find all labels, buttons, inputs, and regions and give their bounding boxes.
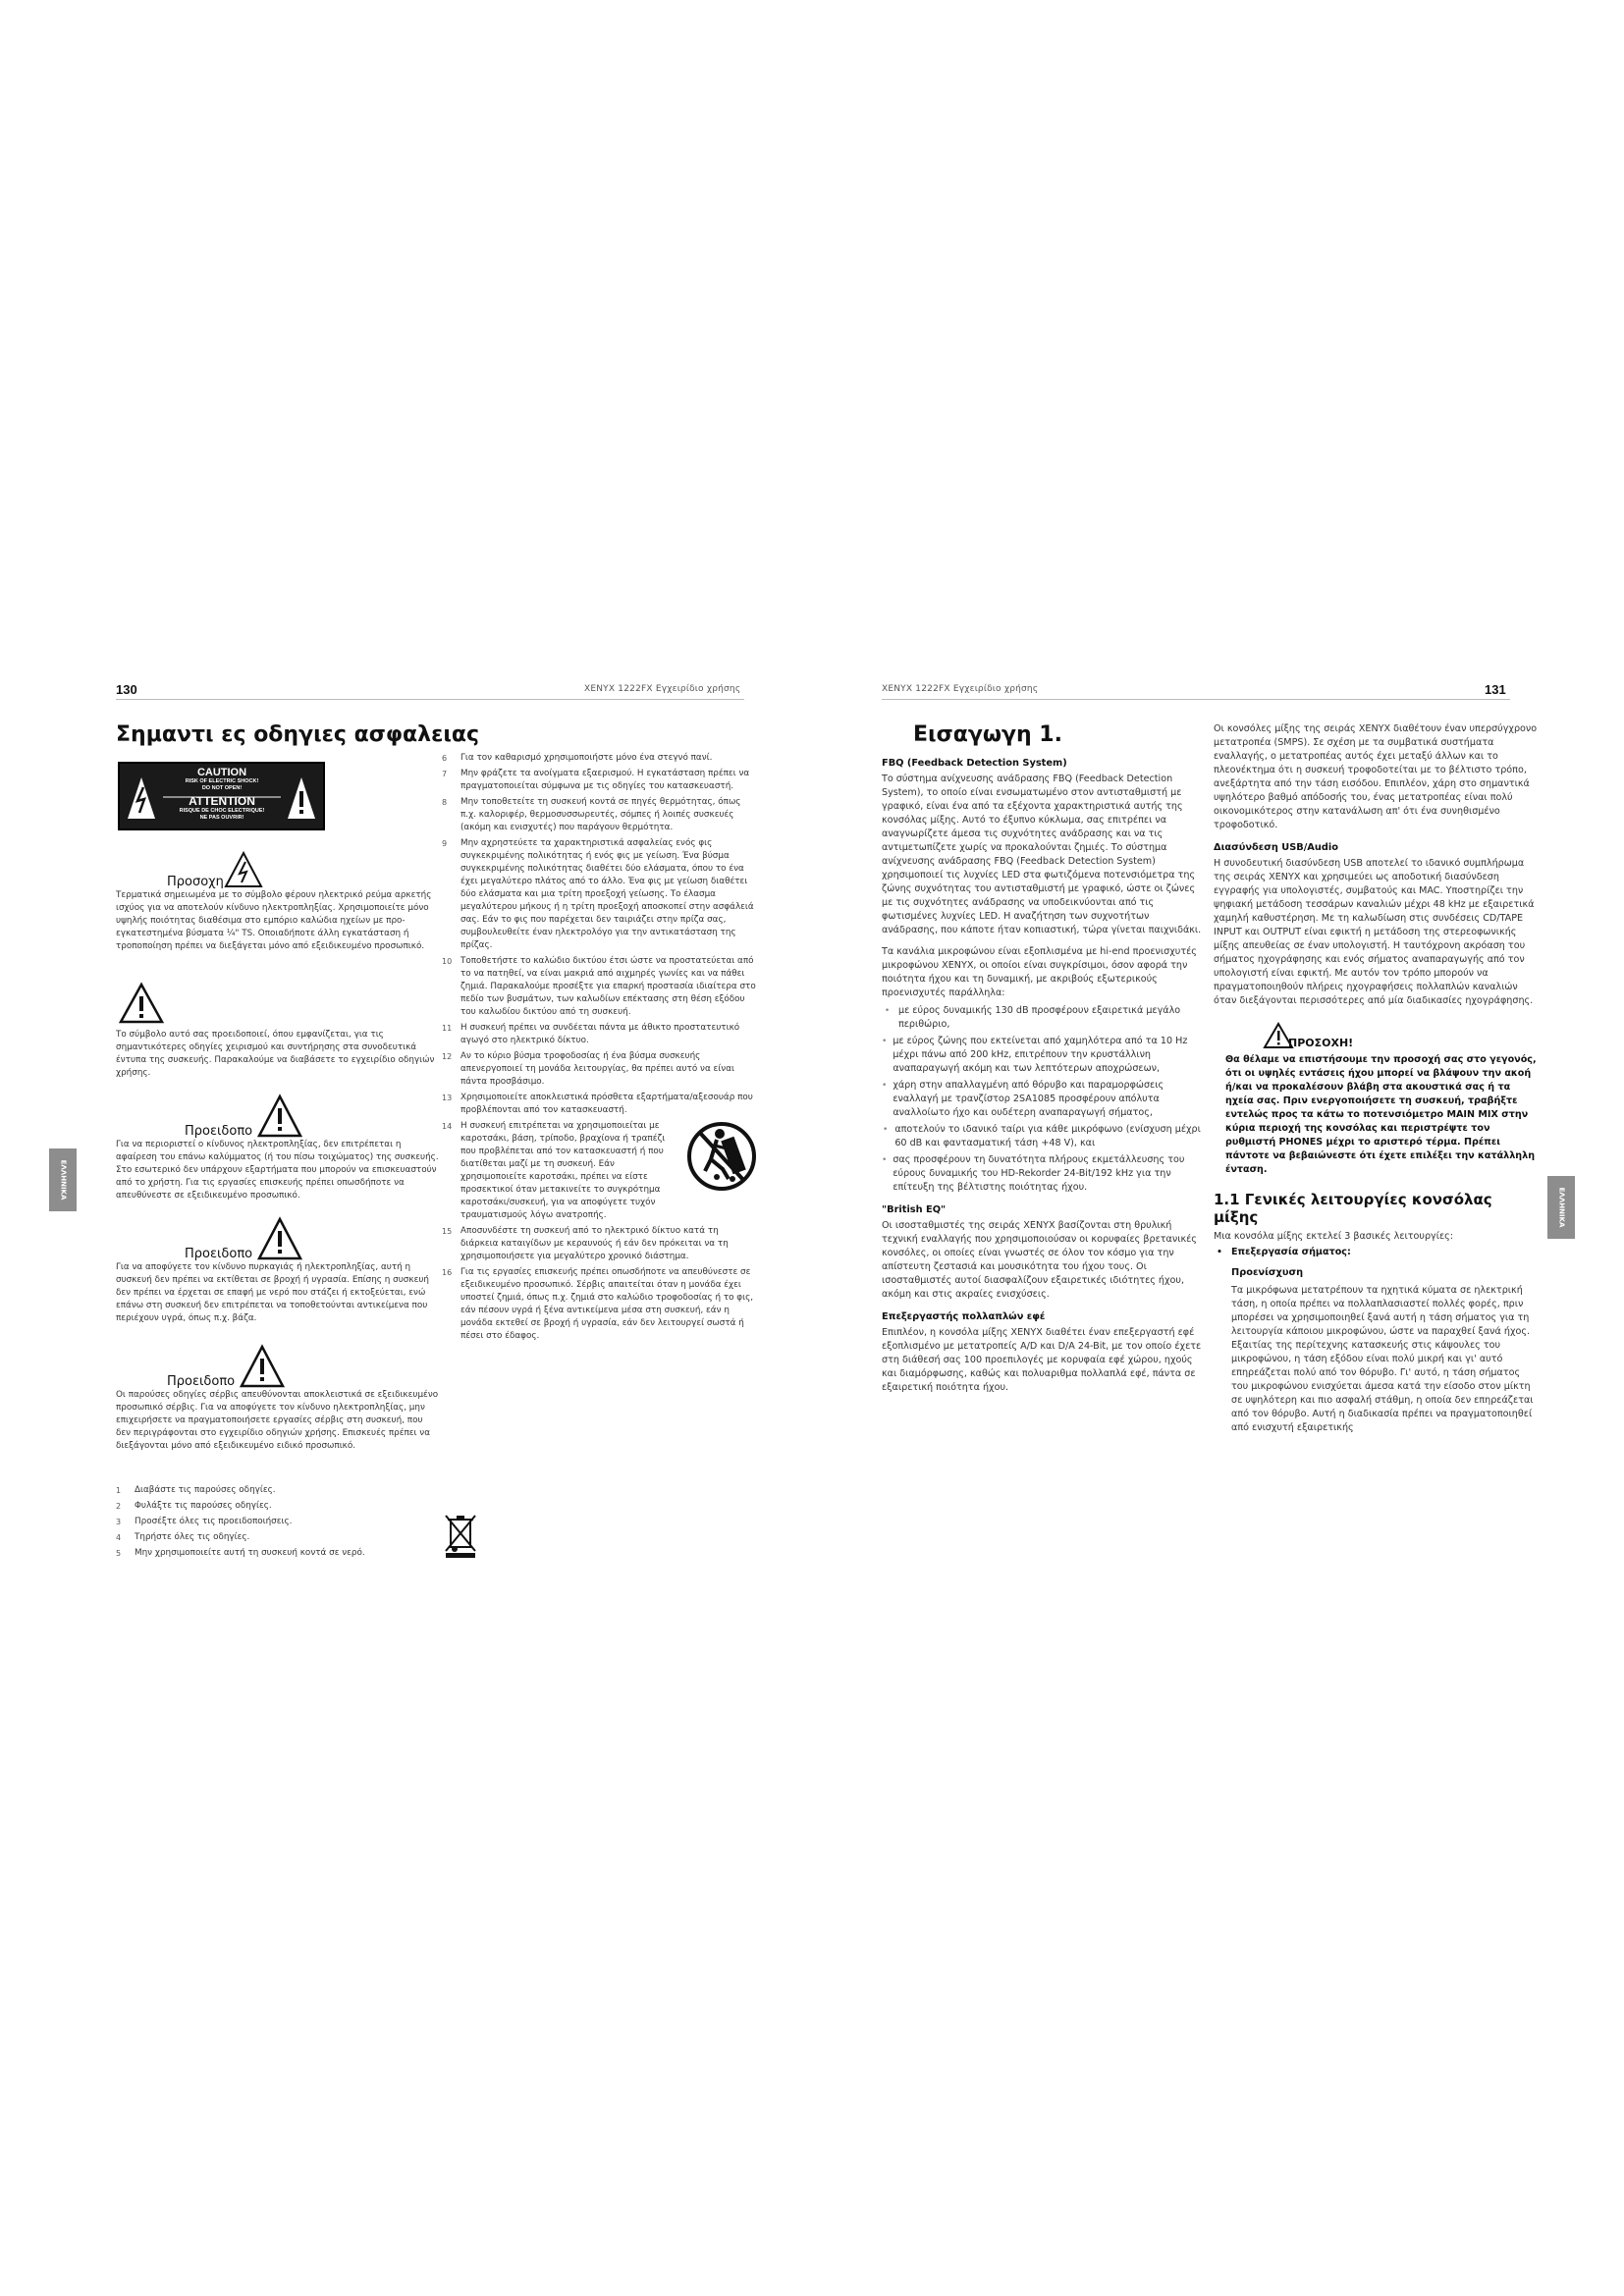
warning-text: Οι παρούσες οδηγίες σέρβις απευθύνονται αποκλειστικά σε εξειδικευμένο προσωπικό σέρβις. Για να αποφύγετε τον κίνδυνο ηλεκτροπληξίας, μην επιχειρήσετε να πραγματοποιήσετε εργασίες σέρβις στη συσκευή, που δεν περιγράφονται στο εγχειρίδιο οδηγιών χρήσης. Επισκευές πρέπει να διεξάγονται μόνο από εξειδικευμένο ειδικό προσωπικό. (116, 1390, 439, 1451)
caution-line3: DO NOT OPEN! (201, 785, 243, 791)
warning-block (116, 1090, 440, 1202)
left-page-number: 130 (116, 682, 137, 697)
fbq-heading: FBQ (Feedback Detection System) (882, 758, 1067, 769)
exclamation-triangle-icon (256, 1094, 303, 1139)
smps-paragraph: Οι κονσόλες μίξης της σειράς XENYX διαθέτουν έναν υπερσύγχρονο μετατροπέα (SMPS). Σε σχέση με τα συμβατικά συστήματα εναλλαγής, ο μετατροπέας αυτός έχει μεταξύ άλλων και το πλεονέκτημα ότι η συσκευή τροφοδοτείται με το βέλτιστο τρόπο, ανεξάρτητα από την τάση εισόδου. Επιπλέον, χάρη στο σημαντικά υψηλότερο βαθμό απόδοσής του, ένας μετατροπέας είναι πολύ οικονομικότερος στην κατανάλωση απ' ότι ένα συνηθισμένο τροφοδοτικό. (1214, 723, 1538, 830)
caution-label (118, 762, 325, 830)
left-header-rule (116, 699, 744, 700)
safety-list-continued (442, 752, 756, 1346)
list-item: • με εύρος δυναμικής 130 dB προσφέρουν εξαιρετικά μεγάλο περιθώριο, (884, 1005, 1181, 1030)
fbq-paragraph-2: Τα κανάλια μικροφώνου είναι εξοπλισμένα με hi-end προενισχυτές μικροφώνου XENYX, οι οποίοι είναι συγκρίσιμοι, όσον αφορά την ποιότητα ήχου και τη δυναμική, με ακριβούς εξωτερικούς προενισχυτές παράλληλα: (882, 946, 1197, 998)
warning-text: Για να αποφύγετε τον κίνδυνο πυρκαγιάς ή ηλεκτροπληξίας, αυτή η συσκευή δεν πρέπει να εκτίθεται σε βροχή ή υγρασία. Επίσης η συσκευή δεν πρέπει να έρχεται σε επαφή με νερό που στάζει ή εκτοξεύεται, ενώ επάνω στη συσκευή δεν επιτρέπεται να τοποθετούνται αντικείμενα που περιέχουν υγρά, όπως π.χ. βάζα. (116, 1262, 429, 1323)
warning-text: Για να περιοριστεί ο κίνδυνος ηλεκτροπληξίας, δεν επιτρέπεται η αφαίρεση του επάνω καλύμματος (ή του πίσω τοιχώματος) της συσκευής. Στο εσωτερικό δεν υπάρχουν εξαρτήματα που μπορούν να επισκευαστούν από το χρήστη. Για τις εργασίες επισκευής πρέπει οπωσδήποτε να απευθύνεστε σε εξειδικευμένο προσωπικό. (116, 1140, 439, 1201)
multi-fx-paragraph: Επιπλέον, η κονσόλα μίξης XENYX διαθέτει έναν επεξεργαστή εφέ εξοπλισμένο με μετατροπείς A/D και D/A 24-Bit, με τον οποίο έχετε στη διάθεσή σας 100 προεπιλογές με κορυφαία εφέ χώρου, ηχούς και διαμόρφωσης, καθώς και πολυαριθμα πολλαπλά εφέ, πάντα σε εξαιρετική ποιότητα ήχου. (882, 1327, 1202, 1393)
list-item: • αποτελούν το ιδανικό ταίρι για κάθε μικρόφωνο (ενίσχυση μέχρι 60 dB και φαντασματική τάση +48 V), και (883, 1124, 1201, 1148)
left-page-header: XENYX 1222FX Εγχειρίδιο χρήσης (584, 684, 741, 694)
intro-column (882, 758, 1206, 1395)
right-header-rule (882, 699, 1510, 700)
list-item: 13 Χρησιμοποιείτε αποκλειστικά πρόσθετα εξαρτήματα/αξεσουάρ που προβλέπονται από τον κατασκευαστή. (442, 1093, 753, 1115)
list-item: 14 Η συσκευή επιτρέπεται να χρησιμοποιείται με καροτσάκι, βάση, τρίποδο, βραχίονα ή τραπέζι που προβλέπεται από τον κατασκευαστή ή που διατίθεται μαζί με τη συσκευή. Εάν χρησιμοποιείτε καροτσάκι, πρέπει να είστε προσεκτικοί όταν μετακινείτε το συγκρότημα καροτσάκι/συσκευή, για να αποφύγετε τυχόν τραυματισμούς λόγω ανατροπής. (442, 1120, 756, 1222)
list-item: 2 Φυλάξτε τις παρούσες οδηγίες. (116, 1501, 272, 1511)
warning-block (116, 1340, 440, 1453)
list-item: • χάρη στην απαλλαγμένη από θόρυβο και παραμορφώσεις εναλλαγή με τρανζίστορ 2SA1085 προσφέρουν απόλυτα αναλλοίωτο ήχο και ουδέτερη αναπαραγωγή σήματος, (882, 1080, 1164, 1118)
warning-title: Προειδοπο (185, 1247, 253, 1261)
fbq-paragraph: Το σύστημα ανίχνευσης ανάδρασης FBQ (Feedback Detection System), το οποίο είναι ενσωματωμένο στον αντισταθμιστή με γραφικό, είναι ένα από τα εξέχοντα χαρακτηριστικά αυτής της κονσόλας μίξης. Αυτό το έξυπνο κύκλωμα, σας επιτρέπει να αναγνωρίζετε άμεσα τις συχνότητες ανάδρασης και να τις αντιμετωπίζετε χωρίς να προκαλούνται ζημιές. Το σύστημα ανίχνευσης ανάδρασης FBQ (Feedback Detection System) χρησιμοποιεί τις λυχνίες LED στα φωτιζόμενα ποτενσιόμετρα της ζώνης συχνότητας του αντισταθμιστή με γραφικό, ώστε οι ζώνες με τις συχνότητες ανάδρασης να υποδεικνύονται από τις φωτισμένες λυχνίες LED. Η αναζήτηση των συχνοτήτων ανάδρασης, που κάποτε ήταν κοπιαστική, τώρα γίνεται παιχνιδάκι. (882, 774, 1202, 935)
list-item: 5 Μην χρησιμοποιείτε αυτή τη συσκευή κοντά σε νερό. (116, 1548, 365, 1558)
right-page-title: Εισαγωγη 1. (913, 722, 1062, 747)
list-item: 9 Μην αχρηστεύετε τα χαρακτηριστικά ασφαλείας ενός φις συγκεκριμένης πολικότητας ή ενός φις με γείωση. Ένα βύσμα συγκεκριμένης πολικότητας διαθέτει δύο ελάσματα, όπου το ένα έχει μεγαλύτερο πλάτος από το άλλο. Ένα φις με γείωση διαθέτει δύο ελάσματα και μια τρίτη προεξοχή γείωσης. Το έλασμα μεγαλύτερου μήκους ή η τρίτη προεξοχή αποσκοπεί στην ασφάλειά σας. Εάν το φις που παρέχεται δεν ταιριάζει στην πρίζα σας, συμβουλευθείτε έναν ηλεκτρολόγο για την αντικατάσταση της πρίζας. (442, 838, 754, 950)
caution-line4: ATTENTION (189, 794, 255, 808)
caution-line5: RISQUE DE CHOC ELECTRIQUE! (179, 808, 265, 814)
list-item: 15 Αποσυνδέστε τη συσκευή από το ηλεκτρικό δίκτυο κατά τη διάρκεια καταιγίδων με κεραυνούς ή εάν δεν πρόκειται να τη χρησιμοποιήσετε για μεγαλύτερο χρονικό διάστημα. (442, 1226, 729, 1261)
language-side-tab: ΕΛΛΗΝΙΚΑ (1547, 1176, 1575, 1239)
warning-text: Τερματικά σημειωμένα με το σύμβολο φέρουν ηλεκτρικό ρεύμα αρκετής ισχύος για να αποτελούν κίνδυνο ηλεκτροπληξίας. Χρησιμοποιείτε μόνο υψηλής ποιότητας διαθέσιμα στο εμπόριο καλώδια ηχείων με προ-εγκατεστημένα βύσματα ¼" TS. Οποιαδήποτε άλλη εγκατάσταση ή τροποποίηση πρέπει να διεξάγεται μόνο από εξειδικευμένο προσωπικό. (116, 890, 432, 951)
features-column (1214, 722, 1538, 1435)
list-item: • σας προσφέρουν τη δυνατότητα πλήρους εκμετάλλευσης του εύρους δυναμικής του HD-Rekorder 24-Bit/192 kHz για την επίτευξη της βέλτιστης ποιότητας ήχου. (882, 1154, 1185, 1193)
section-intro: Μια κονσόλα μίξης εκτελεί 3 βασικές λειτουργίες: (1214, 1231, 1454, 1242)
preamp-heading: Προενίσχυση (1231, 1267, 1304, 1278)
list-item: 3 Προσέξτε όλες τις προειδοποιήσεις. (116, 1517, 293, 1526)
weee-bin-icon (444, 1514, 477, 1559)
exclamation-triangle-icon (256, 1216, 303, 1261)
right-page-number: 131 (1485, 682, 1506, 697)
left-page-title: Σημαντι ες οδηγιες ασφαλειας (116, 722, 480, 747)
list-item: 16 Για τις εργασίες επισκευής πρέπει οπωσδήποτε να απευθύνεστε σε εξειδικευμένο προσωπικό. Σέρβις απαιτείται όταν η μονάδα έχει υποστεί ζημιά, όπως π.χ. ζημιά στο καλώδιο τροφοδοσίας ή το φις, εάν πέσουν υγρά ή ξένα αντικείμενα μέσα στη συσκευή, εάν η μονάδα εκτεθεί σε βροχή ή υγρασία, εάν δεν λειτουργεί σωστά ή πέσει στο έδαφος. (442, 1267, 754, 1341)
list-item: 12 Αν το κύριο βύσμα τροφοδοσίας ή ένα βύσμα συσκευής απενεργοποιεί τη μονάδα λειτουργίας, θα πρέπει αυτό να είναι πάντα προσβάσιμο. (442, 1051, 734, 1087)
warning-block (116, 982, 440, 1080)
list-item: 4 Τηρήστε όλες τις οδηγίες. (116, 1532, 250, 1542)
warning-title: Προειδοπο (185, 1124, 253, 1139)
list-item: • με εύρος ζώνης που εκτείνεται από χαμηλότερα από τα 10 Hz μέχρι πάνω από 200 kHz, επιτρέπουν την κρυστάλλινη αναπαραγωγή ακόμη και των λεπτότερων αποχρώσεων, (882, 1036, 1188, 1074)
caution-title: ΠΡΟΣΟΧΗ! (1288, 1037, 1354, 1049)
warning-text: Το σύμβολο αυτό σας προειδοποιεί, όπου εμφανίζεται, για τις σημαντικότερες οδηγίες χειρισμού και συντήρησης στα συνοδευτικά έντυπα της συσκευής. Παρακαλούμε να διαβάσετε το εγχειρίδιο οδηγιών χρήσης. (116, 1030, 435, 1078)
caution-line1: CAUTION (196, 767, 247, 778)
list-item: 10 Τοποθετήστε το καλώδιο δικτύου έτσι ώστε να προστατεύεται από το να πατηθεί, να είναι μακριά από αιχμηρές γωνίες και να πάθει ζημιά. Παρακαλούμε προσέξτε για επαρκή προστασία ιδιαίτερα στο πεδίο των βυσμάτων, των καλωδίων επέκτασης στη θέση εξόδου του καλωδίου δικτύου από τη συσκευή. (442, 956, 756, 1017)
list-item: 7 Μην φράζετε τα ανοίγματα εξαερισμού. Η εγκατάσταση πρέπει να πραγματοποιείται σύμφωνα με τις οδηγίες του κατασκευαστή. (442, 769, 750, 791)
lightning-triangle-icon (224, 850, 263, 889)
warning-block (116, 1212, 440, 1325)
british-eq-paragraph: Οι ισοσταθμιστές της σειράς XENYX βασίζονται στη θρυλική τεχνική εναλλαγής που χρησιμοποιούσαν οι κορυφαίες βρετανικές κονσόλες, οι οποίες είναι γνωστές σε όλον τον κόσμο για την απίστευτη ζεστασιά και μουσικότητα του ήχου τους. Οι ισοσταθμιστές αυτοί διασφαλίζουν εξαιρετικές ιδιότητες ήχου, ακόμη και στις ακραίες ενισχύσεις. (882, 1220, 1197, 1300)
safety-list (116, 1484, 440, 1563)
list-item: 11 Η συσκευή πρέπει να συνδέεται πάντα με άθικτο προστατευτικό αγωγό στο ηλεκτρικό δίκτυο. (442, 1023, 740, 1045)
warning-title: Προσοχη (167, 875, 224, 889)
list-item: 6 Για τον καθαρισμό χρησιμοποιήστε μόνο ένα στεγνό πανί. (442, 753, 713, 763)
usb-heading: Διασύνδεση USB/Audio (1214, 842, 1338, 853)
exclamation-triangle-icon (118, 982, 165, 1025)
exclamation-triangle-icon (239, 1344, 286, 1389)
cart-tipover-icon (687, 1120, 756, 1193)
list-item: 1 Διαβάστε τις παρούσες οδηγίες. (116, 1485, 276, 1495)
preamp-paragraph: Τα μικρόφωνα μετατρέπουν τα ηχητικά κύματα σε ηλεκτρική τάση, η οποία πρέπει να πολλαπλασιαστεί πολλές φορές, πριν μπορέσει να χρησιμοποιηθεί ξανά αυτή η τάση σήματος για τη λειτουργία κάποιου μικροφώνου, ώστε να παραχθεί ξανά ήχος. Εξαιτίας της περίτεχνης κατασκευής στις κάψουλες του μικροφώνου, η τάση εξόδου είναι πολύ μικρή και γι' αυτό επηρεάζεται πολύ από τον θόρυβο. Γι' αυτό, η τάση σήματος του μικροφώνου ενισχύεται άμεσα κατά την είσοδο στον μίκτη σε υψηλότερη και πιο ασφαλή στάθμη, η οποία δεν επηρεάζεται από τον θόρυβο. Αυτή η διαδικασία πρέπει να πραγματοποιηθεί από ενισχυτή εξαιρετικής (1231, 1285, 1534, 1433)
warning-title: Προειδοπο (167, 1374, 236, 1389)
usb-paragraph: Η συνοδευτική διασύνδεση USB αποτελεί το ιδανικό συμπλήρωμα της σειράς XENYX και χρησιμεύει ως αποδοτική διασύνδεση εγγραφής για υπολογιστές, συμβατούς και MAC. Υποστηρίζει την ψηφιακή μετάδοση τεσσάρων καναλιών μέχρι 48 kHz με εξαιρετικά χαμηλή καθυστέρηση. Με τη καλωδίωση στις συνδέσεις CD/TAPE INPUT και OUTPUT είναι εφικτή η μετάδοση της στερεοφωνικής μίξης απευθείας σε έναν υπολογιστή. Η ταυτόχρονη ακρόαση του σήματος ηχογράφησης και ενός σήματος αναπαραγωγής από τον υπολογιστή είναι εφικτή. Με αυτόν τον τρόπο μπορούν να πραγματοποιηθούν πλήρεις ηχογραφήσεις πολλαπλών καναλιών όταν διεξάγονται περισσότερες από μία διαδικασίες ηχογράφησης. (1214, 858, 1535, 1006)
caution-text: Θα θέλαμε να επιστήσουμε την προσοχή σας στο γεγονός, ότι οι υψηλές εντάσεις ήχου μπορεί να βλάψουν την ακοή ή/και να προκαλέσουν βλάβη στα ακουστικά σας ή τα ηχεία σας. Πριν ενεργοποιήσετε τη συσκευή, τραβήξτε εντελώς προς τα κάτω το ποτενσιόμετρο MAIN MIX στην κύρια περιοχή της κονσόλας και περιστρέψτε τον ρυθμιστή PHONES μέχρι το αριστερό τέρμα. Πρέπει πάντοτε να βεβαιώνεστε ότι έχετε επιλέξει την κατάλληλη ένταση. (1225, 1054, 1537, 1175)
multi-fx-heading: Επεξεργαστής πολλαπλών εφέ (882, 1311, 1046, 1322)
warning-block (116, 846, 440, 953)
right-page-header: XENYX 1222FX Εγχειρίδιο χρήσης (882, 684, 1039, 694)
fbq-bullet-list (882, 1004, 1206, 1195)
caution-box (1214, 1022, 1538, 1177)
language-side-tab: ΕΛΛΗΝΙΚΑ (49, 1148, 77, 1211)
caution-line6: NE PAS OUVRIR! (199, 815, 244, 821)
section-title: 1.1 Γενικές λειτουργίες κονσόλας μίξης (1214, 1191, 1492, 1226)
british-eq-heading: "British EQ" (882, 1204, 947, 1215)
caution-line2: RISK OF ELECTRIC SHOCK! (185, 778, 259, 784)
list-item: 8 Μην τοποθετείτε τη συσκευή κοντά σε πηγές θερμότητας, όπως π.χ. καλοριφέρ, θερμοσυσσωρευτές, σόμπες ή λοιπές συσκευές (ακόμη και ενισχυτές) που παράγουν θερμότητα. (442, 797, 741, 832)
list-item: • Επεξεργασία σήματος: (1217, 1247, 1351, 1257)
